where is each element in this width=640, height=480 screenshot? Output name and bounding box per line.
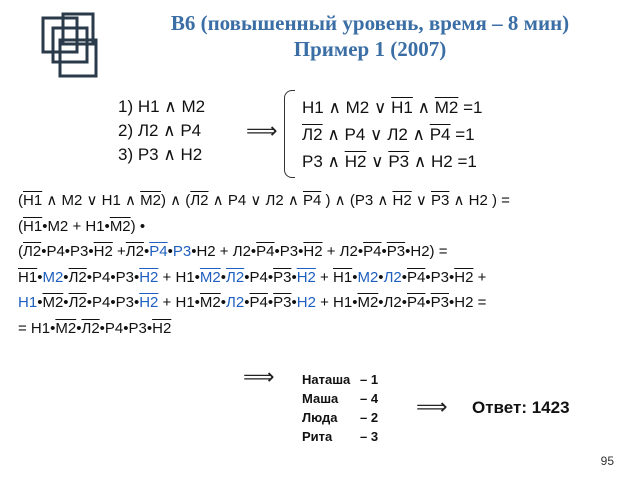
derivation-line <box>18 214 510 240</box>
formula-term: • <box>76 319 82 337</box>
formula-term: • <box>220 294 227 311</box>
formula-term: • <box>352 268 358 286</box>
formula-term: Р3 <box>273 268 292 286</box>
result-row <box>302 370 378 389</box>
formula-term: • <box>63 268 69 286</box>
derivation-line <box>18 239 510 265</box>
slide-title <box>120 10 620 62</box>
formula-term: Л2 <box>226 268 245 286</box>
formula-term: М2 <box>357 294 379 311</box>
formula-term: Р3 <box>430 294 449 311</box>
formula-term: • <box>425 294 431 311</box>
formula-term: • <box>220 268 227 286</box>
system-brace <box>284 90 295 178</box>
formula-term: Л2 <box>302 125 323 144</box>
formula-term: Н1 <box>18 294 38 311</box>
formula-term: М2 <box>357 268 379 286</box>
formula-term: Л2 <box>190 192 209 209</box>
formula-term: ( <box>18 217 23 235</box>
formula-term: + Л2• <box>322 243 364 260</box>
derivation-line <box>18 188 510 214</box>
formula-term: М2 <box>434 98 459 117</box>
implies-arrow-icon: ⟹ <box>246 118 278 143</box>
formula-term: Л2 <box>68 294 87 311</box>
formula-term: М2 <box>199 268 221 286</box>
formula-term: Л2 <box>23 243 42 260</box>
formula-term: Н2 <box>139 268 159 286</box>
result-row <box>302 389 378 408</box>
formula-term: • <box>63 294 69 311</box>
title-line-2: Пример 1 (2007) <box>293 37 447 61</box>
result-name: Люда <box>302 410 338 425</box>
implies-arrow-icon: ⟹ <box>243 364 275 389</box>
formula-term: + <box>473 268 487 286</box>
formula-term: + Н1• <box>158 294 200 311</box>
formula-term: ) • <box>130 217 146 235</box>
formula-term: Н2 <box>296 268 316 286</box>
formula-term: ∨ <box>411 192 431 209</box>
formula-term: = Н1• <box>18 319 56 337</box>
formula-term: М2 <box>109 217 131 235</box>
answer: Ответ: 1423 <box>472 398 570 417</box>
formula-term: • <box>291 268 297 286</box>
formula-term: Н1 <box>18 268 38 286</box>
formula-term: •Р4•Р3• <box>86 268 140 286</box>
formula-term: •Р3• <box>274 243 304 260</box>
formula-term: =1 <box>458 98 483 117</box>
formula-term: ∨ <box>366 152 389 171</box>
formula-term: •Р4• <box>244 268 274 286</box>
result-value: – 2 <box>360 410 379 425</box>
result-name: Наташа <box>302 372 351 387</box>
formula-term: •Н2 = <box>448 294 487 311</box>
derivation-line <box>18 316 510 342</box>
formula-term: М2 <box>42 294 64 311</box>
formula-term: Н2 <box>93 243 113 260</box>
formula-term: Л2 <box>383 268 402 286</box>
formula-term: ∧ Р4 ∨ Л2 ∧ <box>208 192 303 209</box>
derivation <box>18 188 510 341</box>
formula-term: Н1 <box>391 98 413 117</box>
formula-term: Н1 <box>333 268 353 286</box>
formula-term: ( <box>18 243 23 260</box>
formula-term: Р3 <box>388 152 410 171</box>
formula-term: ∧ Р4 ∨ Л2 ∧ <box>322 125 430 144</box>
formula-term: •Н2) = <box>405 243 448 260</box>
formula-term: Р3 <box>273 294 292 311</box>
formula-term: Н2 <box>303 243 323 260</box>
formula-term: • <box>401 268 408 286</box>
squares-logo-icon <box>40 10 110 80</box>
formula-term: + <box>112 243 126 260</box>
formula-term: •Л2• <box>378 294 407 311</box>
formula-term: Н1 ∧ М2 ∨ <box>302 98 392 117</box>
formula-term: ∧ Н2 =1 <box>409 152 477 171</box>
formula-term: ) ∧ ( <box>161 192 191 209</box>
formula-term: •М2 + Н1• <box>42 217 110 235</box>
result-name: Маша <box>302 391 339 406</box>
formula-term: ∧ Н2 ) = <box>449 192 510 209</box>
formula-term: • <box>267 294 274 311</box>
result-name: Рита <box>302 429 333 444</box>
formula-term: М2 <box>55 319 77 337</box>
result-row <box>302 427 378 446</box>
formula-term: • <box>37 268 43 286</box>
formula-term: М2 <box>42 268 64 286</box>
formula-term: Р3 <box>431 192 450 209</box>
formula-term: Н1 <box>23 217 43 235</box>
equation-line <box>302 121 483 148</box>
formula-term: ∧ М2 ∨ Н1 ∧ <box>42 192 141 209</box>
formula-term: =1 <box>450 125 475 144</box>
formula-term: + Н1• <box>158 268 200 286</box>
formula-term: • <box>244 294 250 311</box>
formula-term: •Р3• <box>425 268 455 286</box>
formula-term: + Н1• <box>315 294 358 311</box>
result-row <box>302 408 378 427</box>
formula-term: Л2 <box>81 319 100 337</box>
formula-term: •Р4•Р3• <box>86 294 140 311</box>
formula-term: • <box>143 243 150 260</box>
formula-term: • <box>378 268 384 286</box>
formula-term: Р4 <box>429 125 451 144</box>
formula-term: Н2 <box>139 294 159 311</box>
formula-term: Л2 <box>125 243 144 260</box>
page-number: 95 <box>600 454 614 468</box>
equation-system <box>302 94 483 175</box>
formula-term: Л2 <box>68 268 87 286</box>
result-value: – 4 <box>360 391 379 406</box>
statement-2: 2) Л2 ∧ Р4 <box>118 121 202 140</box>
formula-term: Р4 <box>256 243 275 260</box>
result-value: – 1 <box>360 372 379 387</box>
formula-term: М2 <box>199 294 221 311</box>
formula-term: Л2 <box>226 294 245 311</box>
formula-term: М2 <box>140 192 161 209</box>
formula-term: Р3 <box>386 243 406 260</box>
formula-term: ) ∧ (Р3 ∧ <box>321 192 393 209</box>
formula-term: Р4 <box>407 294 426 311</box>
equation-line <box>302 148 483 175</box>
formula-term: Р4 <box>149 243 168 260</box>
formula-term: Р4 <box>407 268 426 286</box>
formula-term: ∧ <box>412 98 435 117</box>
formula-term: •Р4•Р3• <box>41 243 94 260</box>
formula-term: • <box>381 243 387 260</box>
results-table <box>302 370 378 446</box>
formula-term: Н2 <box>152 319 172 337</box>
formula-term: Н2 <box>392 192 412 209</box>
formula-term: + <box>315 268 333 286</box>
formula-term: Р3 ∧ <box>302 152 345 171</box>
equation-line <box>302 94 483 121</box>
derivation-line <box>18 290 510 316</box>
formula-term: ( <box>18 192 23 209</box>
formula-term: • <box>167 243 173 260</box>
result-value: – 3 <box>360 429 379 444</box>
statement-3: 3) Р3 ∧ Н2 <box>118 145 203 164</box>
formula-term: Н2 <box>454 268 474 286</box>
formula-term: Р4 <box>302 192 322 209</box>
formula-term: •Р4•Р3• <box>99 319 153 337</box>
formula-term: Н1 <box>23 192 43 209</box>
formula-term: Р4 <box>249 294 268 311</box>
formula-term: Р4 <box>363 243 382 260</box>
formula-term: • <box>37 294 43 311</box>
formula-term: • <box>291 294 297 311</box>
statement-1: 1) Н1 ∧ М2 <box>118 97 206 116</box>
formula-term: Н2 <box>296 294 316 311</box>
implies-arrow-icon: ⟹ <box>416 394 448 419</box>
derivation-line <box>18 265 510 291</box>
formula-term: Р3 <box>172 243 192 260</box>
title-line-1: В6 (повышенный уровень, время – 8 мин) <box>170 11 570 35</box>
formula-term: •Н2 + Л2• <box>191 243 257 260</box>
statement-list <box>118 95 205 167</box>
formula-term: Н2 <box>344 152 367 171</box>
